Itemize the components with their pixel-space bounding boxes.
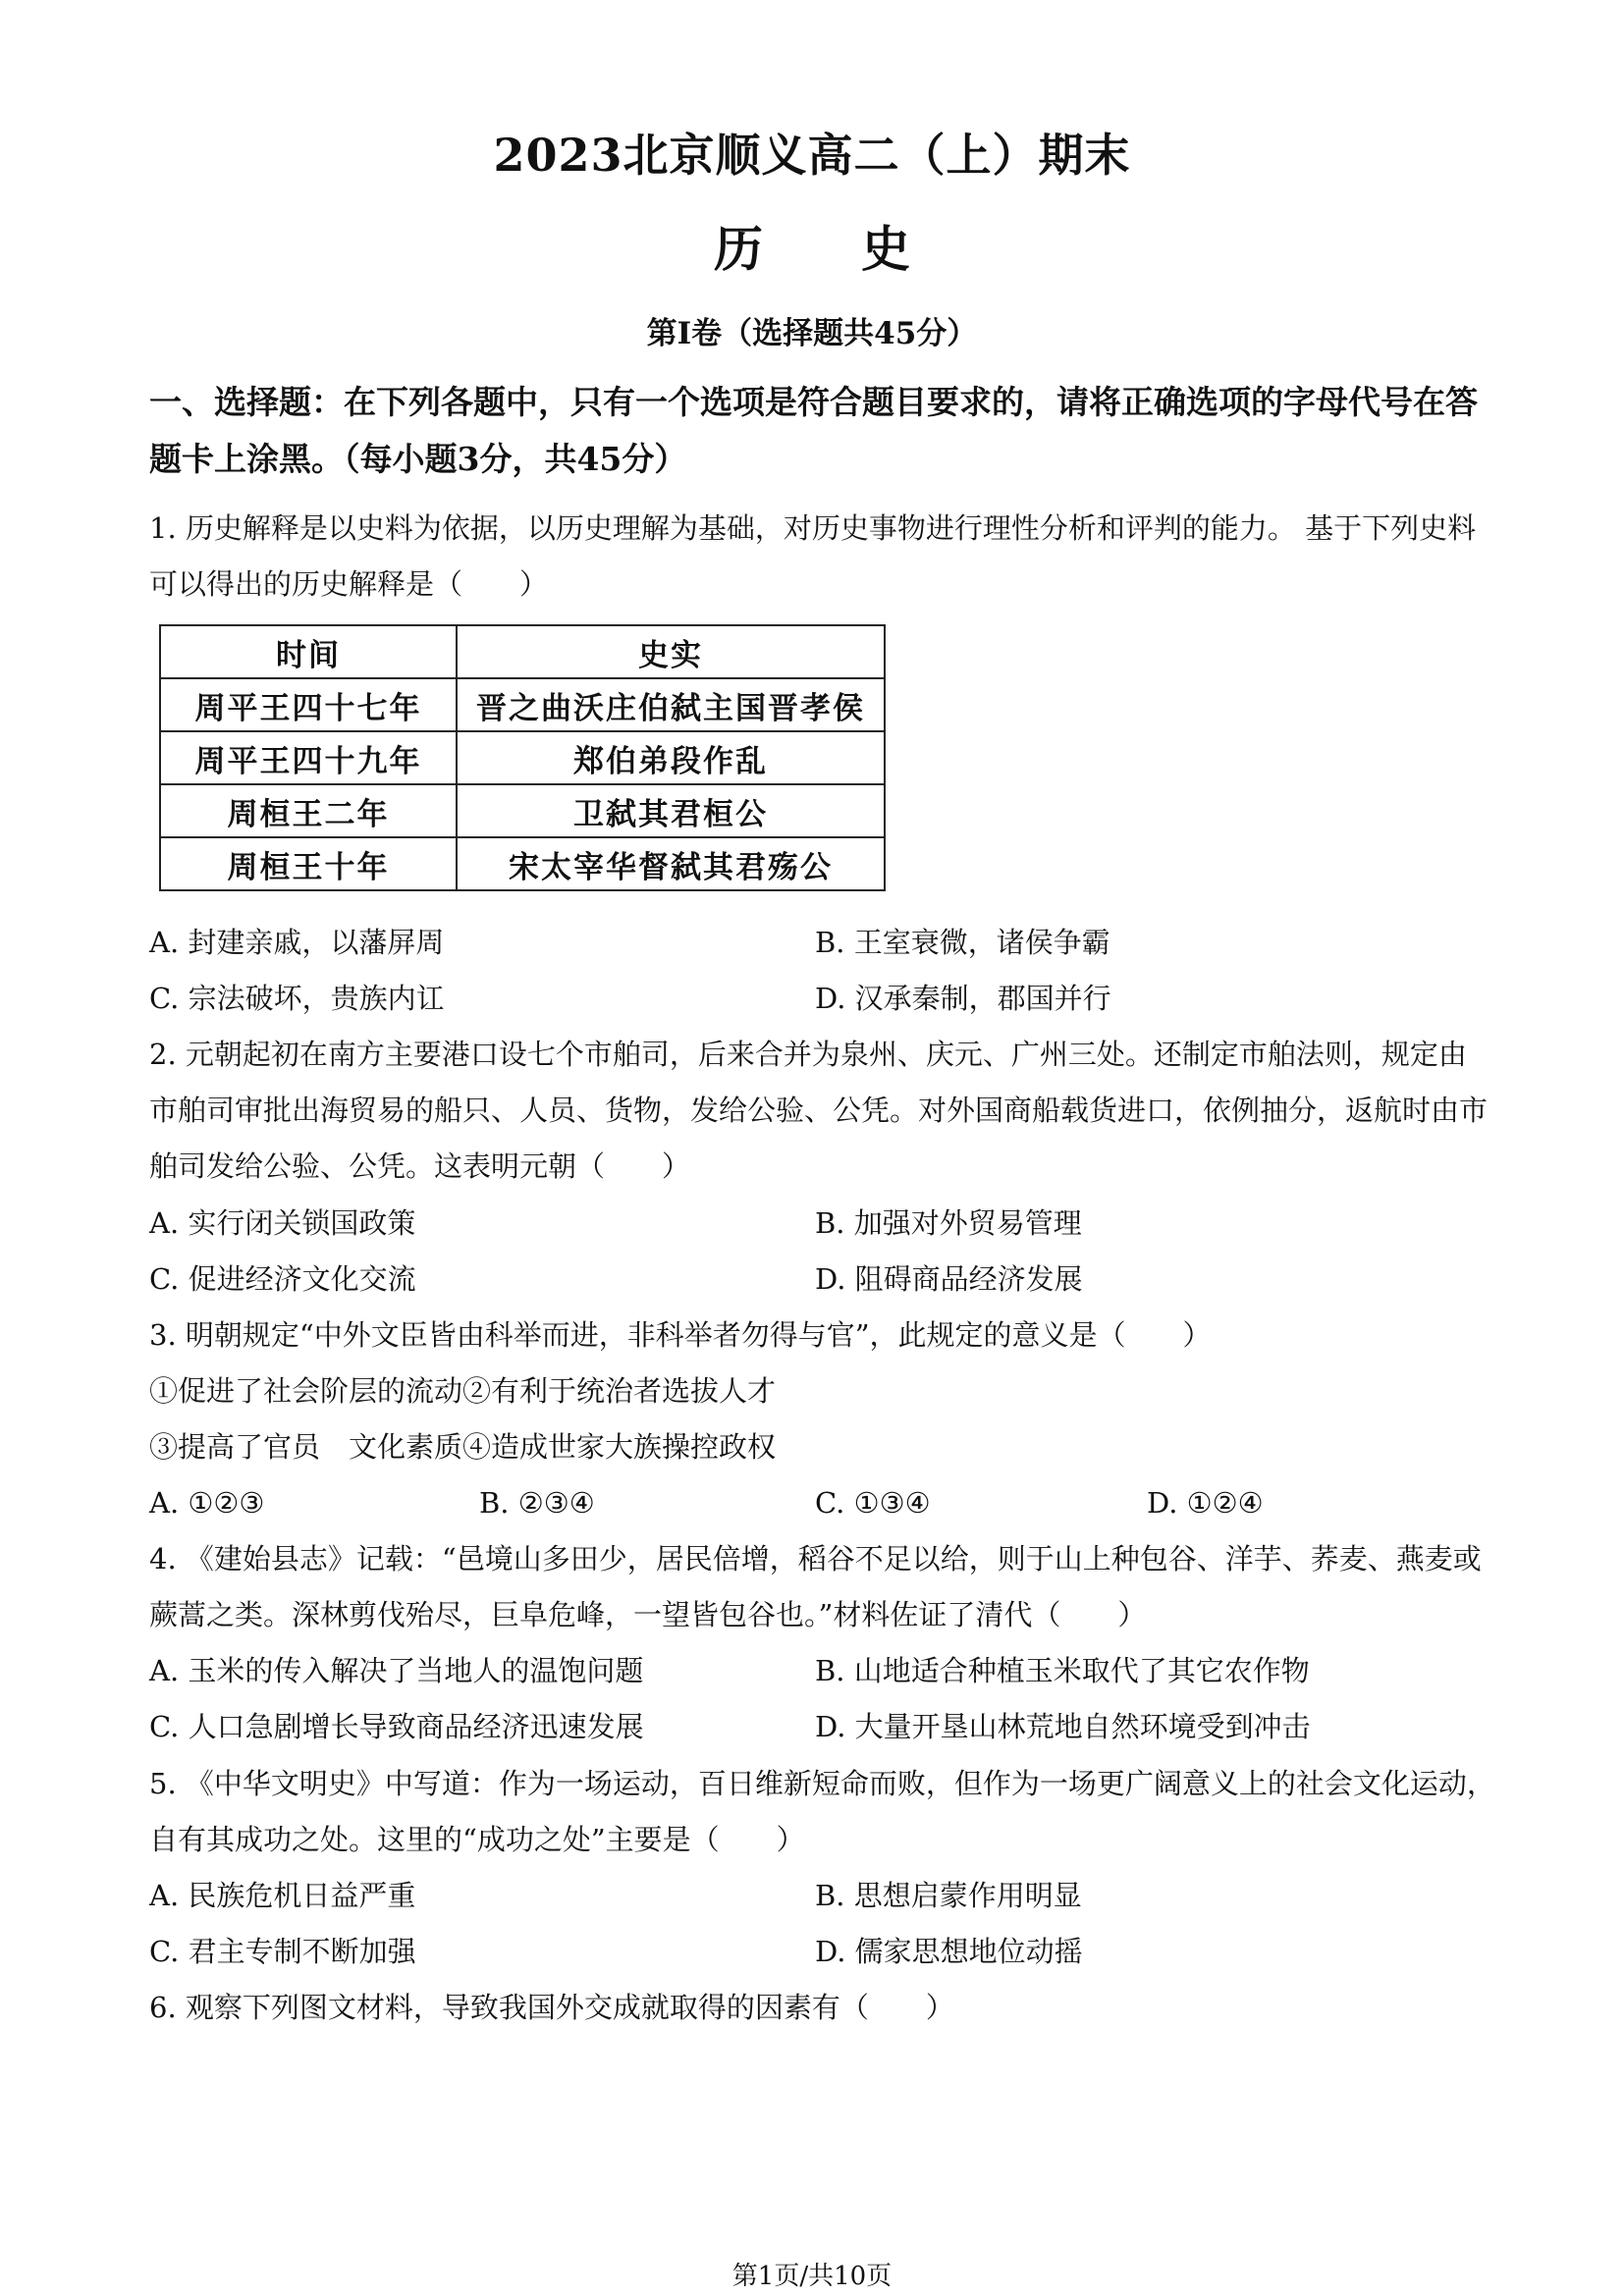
table-cell-time: 周平王四十七年 bbox=[160, 678, 457, 731]
question-4-option-b: B. 山地适合种植玉米取代了其它农作物 bbox=[815, 1654, 1310, 1687]
question-3-stem-line-2: ①促进了社会阶层的流动②有利于统治者选拔人才 bbox=[149, 1374, 777, 1408]
subject-title: 历 史 bbox=[714, 220, 910, 278]
question-2-option-b: B. 加强对外贸易管理 bbox=[815, 1206, 1082, 1240]
question-2-option-c: C. 促进经济文化交流 bbox=[149, 1262, 416, 1296]
table-cell-fact: 郑伯弟段作乱 bbox=[457, 731, 885, 784]
table-row bbox=[160, 784, 885, 837]
table-cell-time: 周平王四十九年 bbox=[160, 731, 457, 784]
instructions-line-2: 题卡上涂黑。（每小题3分，共45分） bbox=[149, 440, 687, 478]
table-row bbox=[160, 837, 885, 890]
question-3-option-a: A. ①②③ bbox=[149, 1486, 265, 1520]
question-5-stem-line-1: 5. 《中华文明史》中写道：作为一场运动，百日维新短命而败，但作为一场更广阔意义上的社会文化运动， bbox=[149, 1767, 1495, 1800]
question-3-option-d: D. ①②④ bbox=[1147, 1486, 1264, 1520]
history-table bbox=[159, 624, 886, 891]
question-5-option-d: D. 儒家思想地位动摇 bbox=[815, 1935, 1083, 1968]
question-1-option-d: D. 汉承秦制，郡国并行 bbox=[815, 982, 1111, 1015]
question-5-option-b: B. 思想启蒙作用明显 bbox=[815, 1879, 1082, 1912]
question-5-option-a: A. 民族危机日益严重 bbox=[149, 1879, 416, 1912]
question-3-stem-line-3: ③提高了官员 文化素质④造成世家大族操控政权 bbox=[149, 1430, 777, 1464]
exam-title: 2023北京顺义高二（上）期末 bbox=[493, 129, 1131, 182]
question-2-option-a: A. 实行闭关锁国政策 bbox=[149, 1206, 416, 1240]
table-cell-time: 周桓王二年 bbox=[160, 784, 457, 837]
section-heading: 第Ⅰ卷（选择题共45分） bbox=[646, 316, 978, 351]
question-3-option-b: B. ②③④ bbox=[479, 1486, 595, 1520]
question-2-stem-line-2: 市舶司审批出海贸易的船只、人员、货物，发给公验、公凭。对外国商船载货进口，依例抽分，返航时由市 bbox=[149, 1094, 1489, 1127]
question-3-option-c: C. ①③④ bbox=[815, 1486, 931, 1520]
question-4-stem-line-1: 4. 《建始县志》记载：“邑境山多田少，居民倍增，稻谷不足以给，则于山上种包谷、洋芋、荞麦、燕麦或 bbox=[149, 1542, 1482, 1575]
question-3-stem-line-1: 3. 明朝规定“中外文臣皆由科举而进，非科举者勿得与官”，此规定的意义是（ ） bbox=[149, 1318, 1212, 1352]
question-4-stem-line-2: 蕨蒿之类。深林剪伐殆尽，巨阜危峰，一望皆包谷也。”材料佐证了清代（ ） bbox=[149, 1598, 1147, 1631]
question-4-option-d: D. 大量开垦山林荒地自然环境受到冲击 bbox=[815, 1710, 1311, 1743]
question-1-option-c: C. 宗法破坏，贵族内讧 bbox=[149, 982, 445, 1015]
question-1-option-a: A. 封建亲戚，以藩屏周 bbox=[149, 926, 445, 959]
table-cell-time: 周桓王十年 bbox=[160, 837, 457, 890]
question-2-stem-line-3: 舶司发给公验、公凭。这表明元朝（ ） bbox=[149, 1149, 691, 1183]
table-header-fact: 史实 bbox=[457, 625, 885, 678]
table-header-time: 时间 bbox=[160, 625, 457, 678]
table-cell-fact: 宋太宰华督弑其君殇公 bbox=[457, 837, 885, 890]
question-5-stem-line-2: 自有其成功之处。这里的“成功之处”主要是（ ） bbox=[149, 1823, 805, 1856]
instructions-line-1: 一、选择题：在下列各题中，只有一个选项是符合题目要求的，请将正确选项的字母代号在答 bbox=[149, 383, 1478, 421]
question-1-stem-line-1: 1. 历史解释是以史料为依据，以历史理解为基础，对历史事物进行理性分析和评判的能力。 基于下列史料 bbox=[149, 511, 1477, 545]
question-5-option-c: C. 君主专制不断加强 bbox=[149, 1935, 416, 1968]
question-1-stem-line-2: 可以得出的历史解释是（ ） bbox=[149, 567, 549, 601]
question-4-option-c: C. 人口急剧增长导致商品经济迅速发展 bbox=[149, 1710, 644, 1743]
table-row bbox=[160, 678, 885, 731]
table-cell-fact: 晋之曲沃庄伯弑主国晋孝侯 bbox=[457, 678, 885, 731]
question-2-stem-line-1: 2. 元朝起初在南方主要港口设七个市舶司，后来合并为泉州、庆元、广州三处。还制定市舶法则，规定由 bbox=[149, 1038, 1467, 1071]
question-6-stem-line-1: 6. 观察下列图文材料，导致我国外交成就取得的因素有（ ） bbox=[149, 1991, 954, 2024]
table-header-row bbox=[160, 625, 885, 678]
question-2-option-d: D. 阻碍商品经济发展 bbox=[815, 1262, 1083, 1296]
page-number: 第1页/共10页 bbox=[731, 2262, 893, 2291]
question-4-option-a: A. 玉米的传入解决了当地人的温饱问题 bbox=[149, 1654, 644, 1687]
table-cell-fact: 卫弑其君桓公 bbox=[457, 784, 885, 837]
question-1-option-b: B. 王室衰微，诸侯争霸 bbox=[815, 926, 1110, 959]
table-row bbox=[160, 731, 885, 784]
